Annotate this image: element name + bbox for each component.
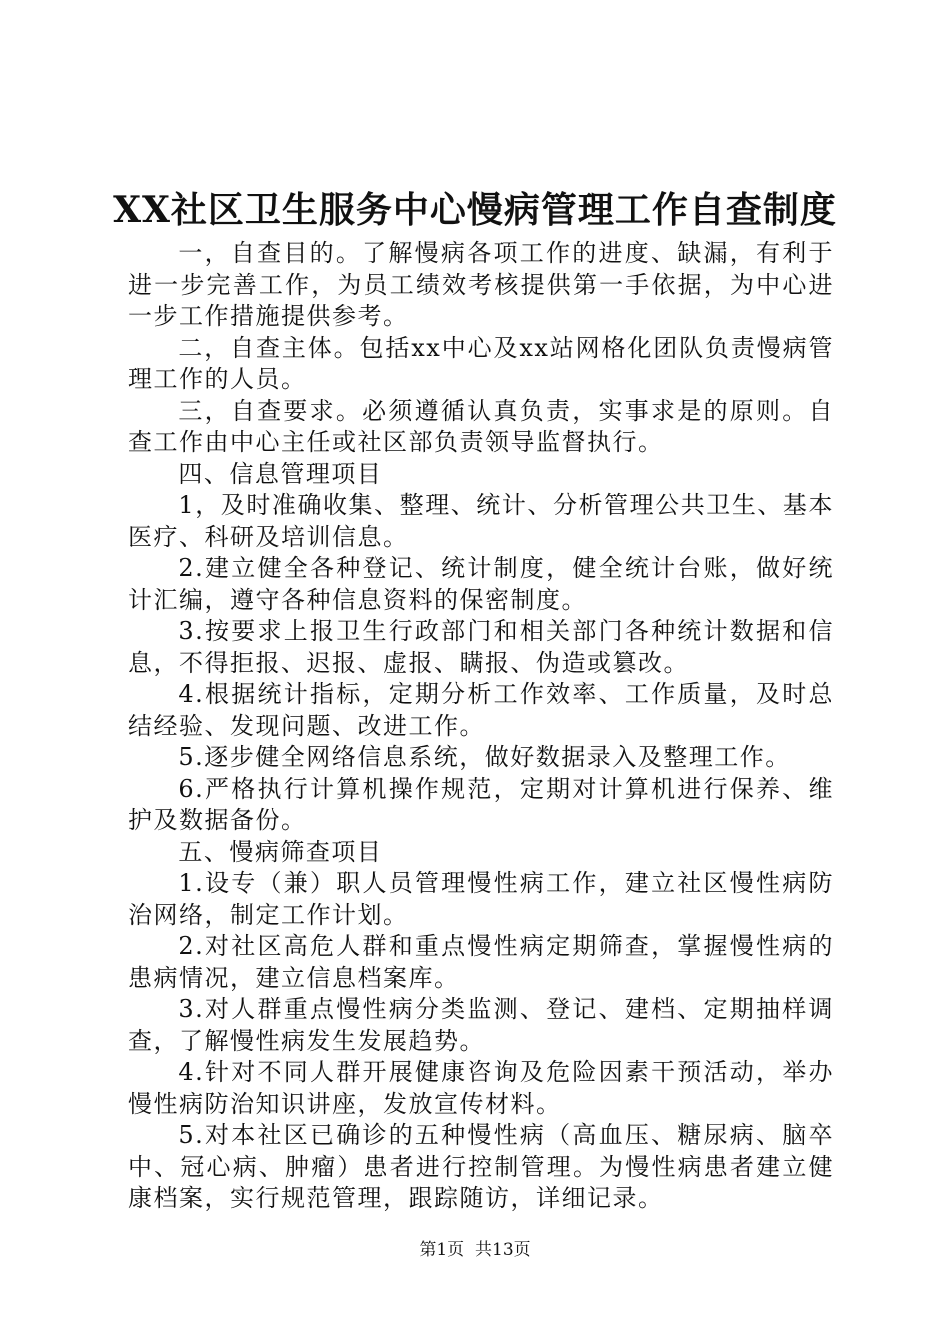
- paragraph: 4.根据统计指标，定期分析工作效率、工作质量，及时总结经验、发现问题、改进工作。: [128, 680, 834, 740]
- document-body: [128, 238, 834, 1215]
- page-total: 共13页: [475, 1240, 531, 1260]
- paragraph: 1，及时准确收集、整理、统计、分析管理公共卫生、基本医疗、科研及培训信息。: [128, 491, 834, 551]
- paragraph: 3.对人群重点慢性病分类监测、登记、建档、定期抽样调查，了解慢性病发生发展趋势。: [128, 995, 834, 1055]
- paragraph: 6.严格执行计算机操作规范，定期对计算机进行保养、维护及数据备份。: [128, 774, 834, 834]
- paragraph: 4.针对不同人群开展健康咨询及危险因素干预活动，举办慢性病防治知识讲座，发放宣传材料。: [128, 1058, 834, 1118]
- paragraph: 2.对社区高危人群和重点慢性病定期筛查，掌握慢性病的患病情况，建立信息档案库。: [128, 932, 834, 992]
- paragraph: 三，自查要求。必须遵循认真负责，实事求是的原则。自查工作由中心主任或社区部负责领导监督执行。: [128, 396, 834, 456]
- page-footer: [0, 1238, 950, 1262]
- paragraph: 1.设专（兼）职人员管理慢性病工作，建立社区慢性病防治网络，制定工作计划。: [128, 869, 834, 929]
- page-number: 第1页: [419, 1240, 465, 1260]
- paragraph: 3.按要求上报卫生行政部门和相关部门各种统计数据和信息，不得拒报、迟报、虚报、瞒报、伪造或篡改。: [128, 617, 834, 677]
- section-heading: 四、信息管理项目: [178, 459, 383, 488]
- paragraph: 2.建立健全各种登记、统计制度，健全统计台账，做好统计汇编，遵守各种信息资料的保密制度。: [128, 554, 834, 614]
- section-heading: 五、慢病筛查项目: [178, 837, 383, 866]
- paragraph: 一，自查目的。了解慢病各项工作的进度、缺漏，有利于进一步完善工作，为员工绩效考核提供第一手依据，为中心进一步工作措施提供参考。: [128, 239, 834, 330]
- paragraph: 5.逐步健全网络信息系统，做好数据录入及整理工作。: [178, 743, 791, 771]
- paragraph: 5.对本社区已确诊的五种慢性病（高血压、糖尿病、脑卒中、冠心病、肿瘤）患者进行控制管理。为慢性病患者建立健康档案，实行规范管理，跟踪随访，详细记录。: [128, 1121, 834, 1212]
- footer-spacer: [464, 1240, 475, 1260]
- document-title: XX社区卫生服务中心慢病管理工作自查制度: [113, 189, 837, 231]
- paragraph: 二，自查主体。包括xx中心及xx站网格化团队负责慢病管理工作的人员。: [128, 333, 834, 393]
